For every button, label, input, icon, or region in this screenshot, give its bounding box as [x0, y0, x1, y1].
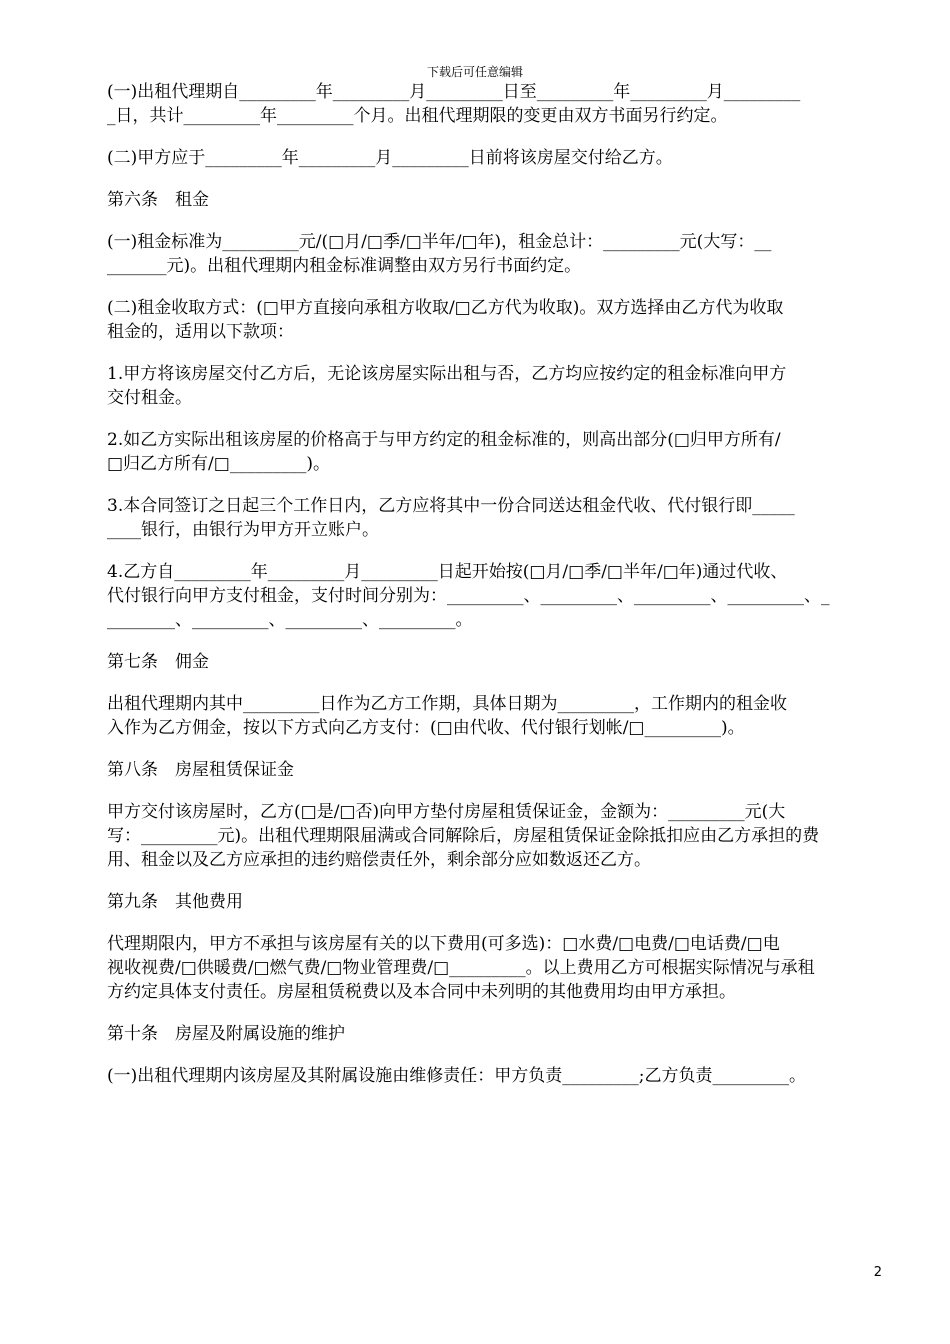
paragraph [107, 362, 892, 410]
text-line: (一)出租代理期自_________年_________月_________日至_________年_________月_________ [107, 82, 801, 102]
text-line: 第八条 房屋租赁保证金 [107, 760, 294, 780]
text-line: 写：_________元)。出租代理期限届满或合同解除后，房屋租赁保证金除抵扣应由乙方承担的费 [107, 826, 820, 846]
text-line: 方约定具体支付责任。房屋租赁税费以及本合同中未列明的其他费用均由甲方承担。 [107, 982, 736, 1002]
text-line: 视收视费/□供暖费/□燃气费/□物业管理费/□_________。以上费用乙方可根据实际情况与承租 [107, 958, 815, 978]
text-line: (一)出租代理期内该房屋及其附属设施由维修责任：甲方负责_________;乙方负责_________。 [107, 1066, 806, 1086]
paragraph [107, 428, 892, 476]
paragraph [107, 692, 892, 740]
paragraph [107, 650, 892, 674]
document-body [107, 80, 892, 1088]
text-line: 代理期限内，甲方不承担与该房屋有关的以下费用(可多选)：□水费/□电费/□电话费/□电 [107, 934, 780, 954]
text-line: 交付租金。 [107, 388, 192, 408]
text-line: 甲方交付该房屋时，乙方(□是/□否)向甲方垫付房屋租赁保证金，金额为：_________元(大 [107, 802, 786, 822]
text-line: 第十条 房屋及附属设施的维护 [107, 1024, 345, 1044]
page-number: 2 [873, 1265, 882, 1280]
paragraph [107, 758, 892, 782]
text-line: ____银行，由银行为甲方开立账户。 [107, 520, 379, 540]
paragraph [107, 1022, 892, 1046]
text-line: 代付银行向甲方支付租金，支付时间分别为：_________、_________、_________、_________、_ [107, 586, 830, 606]
text-line: 第六条 租金 [107, 190, 209, 210]
text-line: 入作为乙方佣金，按以下方式向乙方支付：(□由代收、代付银行划帐/□_________)。 [107, 718, 745, 738]
text-line: 4.乙方自_________年_________月_________日起开始按(□月/□季/□半年/□年)通过代收、 [107, 562, 788, 582]
text-line: (二)甲方应于_________年_________月_________日前将该房屋交付给乙方。 [107, 148, 673, 168]
text-line: □归乙方所有/□_________)。 [107, 454, 330, 474]
paragraph [107, 230, 892, 278]
text-line: 第九条 其他费用 [107, 892, 243, 912]
text-line: (二)租金收取方式：(□甲方直接向承租方收取/□乙方代为收取)。双方选择由乙方代为收取 [107, 298, 784, 318]
text-line: _日，共计_________年_________个月。出租代理期限的变更由双方书面另行约定。 [107, 106, 728, 126]
text-line: (一)租金标准为_________元/(□月/□季/□半年/□年)，租金总计：_________元(大写：__ [107, 232, 772, 252]
paragraph [107, 188, 892, 212]
text-line: _______元)。出租代理期内租金标准调整由双方另行书面约定。 [107, 256, 582, 276]
paragraph [107, 296, 892, 344]
text-line: 出租代理期内其中_________日作为乙方工作期，具体日期为_________，工作期内的租金收 [107, 694, 787, 714]
text-line: 3.本合同签订之日起三个工作日内，乙方应将其中一份合同送达租金代收、代付银行即_____ [107, 496, 795, 516]
paragraph [107, 800, 892, 872]
paragraph [107, 494, 892, 542]
text-line: 1.甲方将该房屋交付乙方后，无论该房屋实际出租与否，乙方均应按约定的租金标准向甲方 [107, 364, 787, 384]
paragraph [107, 890, 892, 914]
page-header: 下载后可任意编辑 [426, 65, 523, 79]
text-line: 租金的，适用以下款项： [107, 322, 294, 342]
paragraph [107, 146, 892, 170]
paragraph [107, 80, 892, 128]
text-line: 用、租金以及乙方应承担的违约赔偿责任外，剩余部分应如数返还乙方。 [107, 850, 651, 870]
paragraph [107, 560, 892, 632]
text-line: ________、_________、_________、_________。 [107, 610, 473, 630]
paragraph [107, 1064, 892, 1088]
paragraph [107, 932, 892, 1004]
text-line: 第七条 佣金 [107, 652, 209, 672]
text-line: 2.如乙方实际出租该房屋的价格高于与甲方约定的租金标准的，则高出部分(□归甲方所有/ [107, 430, 781, 450]
